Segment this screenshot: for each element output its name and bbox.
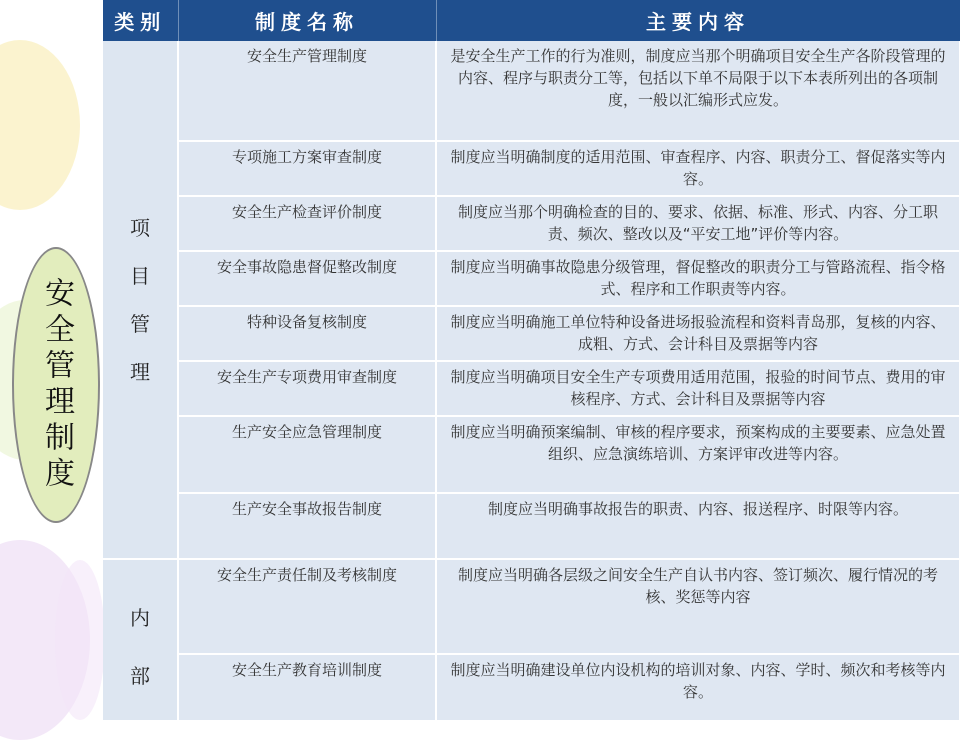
header-content: 主要内容: [436, 0, 960, 41]
row-name: 安全生产教育培训制度: [178, 654, 436, 720]
category-char: 内: [130, 605, 150, 630]
category-char: 管: [130, 311, 150, 336]
row-name: 安全生产管理制度: [178, 41, 436, 141]
header-name: 制度名称: [178, 0, 436, 41]
header-category: 类别: [103, 0, 178, 41]
table-header-row: [103, 0, 960, 41]
row-content: 制度应当明确事故报告的职责、内容、报送程序、时限等内容。: [436, 493, 960, 559]
row-content: 制度应当明确施工单位特种设备进场报验流程和资料青岛那，复核的内容、成粗、方式、会计科目及票据等内容: [436, 306, 960, 361]
row-content: 制度应当明确项目安全生产专项费用适用范围，报验的时间节点、费用的审核程序、方式、会计科目及票据等内容: [436, 361, 960, 416]
row-name: 安全生产专项费用审查制度: [178, 361, 436, 416]
row-content: 制度应当明确预案编制、审核的程序要求，预案构成的主要要素、应急处置组织、应急演练培训、方案评审改进等内容。: [436, 416, 960, 493]
category-char: 项: [130, 215, 150, 240]
table-row: [103, 141, 960, 196]
category-cell-internal: [103, 559, 178, 720]
category-char: 目: [130, 263, 150, 288]
row-name: 特种设备复核制度: [178, 306, 436, 361]
side-title-oval: [12, 247, 100, 523]
table-row: [103, 196, 960, 251]
row-content: 制度应当明确各层级之间安全生产自认书内容、签订频次、履行情况的考核、奖惩等内容: [436, 559, 960, 654]
row-name: 专项施工方案审查制度: [178, 141, 436, 196]
row-content: 制度应当明确建设单位内设机构的培训对象、内容、学时、频次和考核等内容。: [436, 654, 960, 720]
table-row: [103, 251, 960, 306]
category-char: 部: [130, 663, 150, 688]
table-row: [103, 416, 960, 493]
row-name: 安全事故隐患督促整改制度: [178, 251, 436, 306]
table-row: [103, 493, 960, 559]
row-content: 制度应当明确制度的适用范围、审查程序、内容、职责分工、督促落实等内容。: [436, 141, 960, 196]
row-name: 安全生产责任制及考核制度: [178, 559, 436, 654]
table-row: [103, 654, 960, 720]
background-balloon: [55, 560, 105, 720]
row-name: 安全生产检查评价制度: [178, 196, 436, 251]
row-content: 制度应当那个明确检查的目的、要求、依据、标准、形式、内容、分工职责、频次、整改以及“平安工地”评价等内容。: [436, 196, 960, 251]
category-char: 理: [130, 359, 150, 384]
side-title: 安全管理制度: [39, 277, 74, 493]
table-row: [103, 559, 960, 654]
row-name: 生产安全应急管理制度: [178, 416, 436, 493]
regulation-table: [103, 0, 960, 720]
background-balloon: [0, 40, 80, 210]
row-content: 制度应当明确事故隐患分级管理，督促整改的职责分工与管路流程、指令格式、程序和工作职责等内容。: [436, 251, 960, 306]
table-row: [103, 361, 960, 416]
table-row: [103, 41, 960, 141]
row-content: 是安全生产工作的行为准则，制度应当那个明确项目安全生产各阶段管理的内容、程序与职责分工等，包括以下单不局限于以下本表所列出的各项制度，一般以汇编形式应发。: [436, 41, 960, 141]
category-cell-project-management: [103, 41, 178, 559]
regulation-table-container: [103, 0, 960, 720]
row-name: 生产安全事故报告制度: [178, 493, 436, 559]
table-row: [103, 306, 960, 361]
